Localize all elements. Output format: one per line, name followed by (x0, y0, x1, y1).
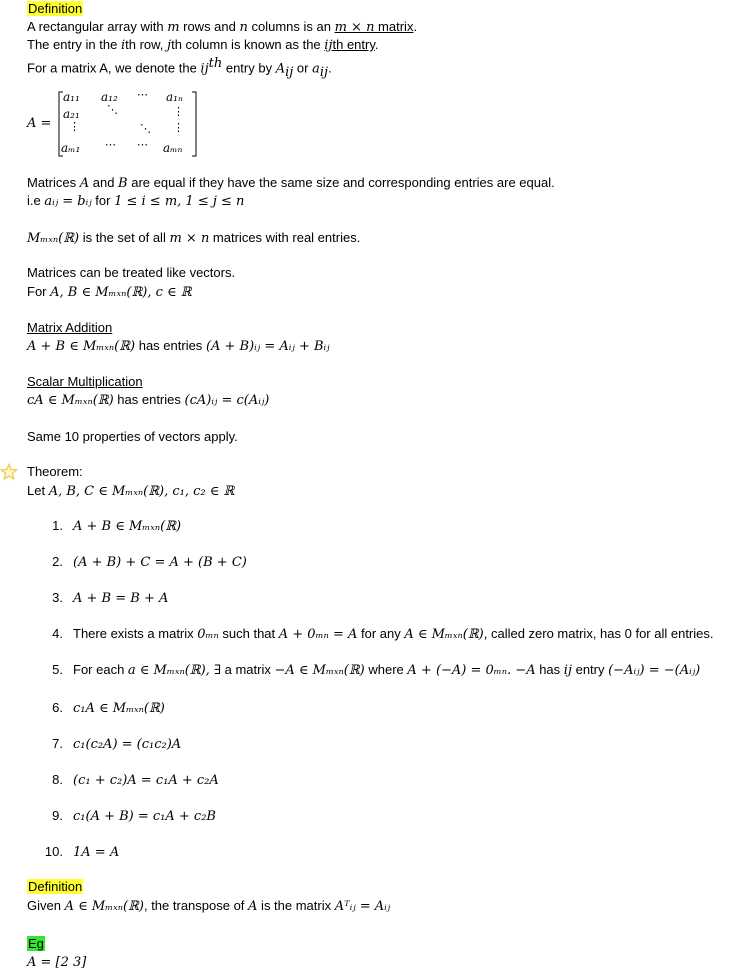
equality-line-1: Matrices A and B are equal if they have the same size and corresponding entries are equal. (27, 175, 555, 191)
theorem-let: Let A, B, C ∈ Mₘₓₙ(ℝ), c₁, c₂ ∈ ℝ (27, 483, 235, 499)
scalar-heading: Scalar Multiplication (27, 374, 143, 389)
entry-a1n: a₁ₙ (166, 90, 183, 104)
right-bracket (191, 91, 197, 157)
definition2-heading: Definition (28, 879, 83, 894)
scalar-line: cA ∈ Mₘₓₙ(ℝ) has entries (cA)ᵢⱼ = c(Aᵢⱼ) (27, 392, 270, 408)
theorem-item-5: 5. For each a ∈ Mₘₓₙ(ℝ), ∃ a matrix −A ∈ Mₘₓₙ(ℝ) where A + (−A) = 0ₘₙ. −A has ij entry (−Aᵢⱼ) = −(Aᵢⱼ) (52, 662, 701, 678)
definition-line-3: For a matrix A, we denote the $ij^{th}$ entry by $A_{ij}$ or $a_{ij}$. (27, 56, 332, 80)
properties-note: Same 10 properties of vectors apply. (27, 429, 238, 444)
example-partial: A = [2 3] (27, 955, 87, 970)
hdots-top: ⋯ (137, 88, 148, 101)
matrix-display (27, 88, 227, 160)
matrix-lhs: A = (27, 116, 52, 131)
theorem-item-3: 3. A + B = B + A (52, 590, 169, 606)
entry-a12: a₁₂ (101, 90, 118, 104)
entry-a21: a₂₁ (63, 107, 80, 121)
hdots-bottom-2: ⋯ (137, 138, 148, 151)
vdots-right: ⋮ (173, 105, 184, 118)
addition-line: A + B ∈ Mₘₓₙ(ℝ) has entries (A + B)ᵢⱼ = Aᵢⱼ + Bᵢⱼ (27, 338, 330, 354)
definition-line-2: The entry in the ith row, jth column is known as the ijth entry. (27, 37, 379, 53)
entry-a11: a₁₁ (63, 90, 80, 104)
theorem-item-8: 8. (c₁ + c₂)A = c₁A + c₂A (52, 772, 219, 788)
vectors-line-2: For A, B ∈ Mₘₓₙ(ℝ), c ∈ ℝ (27, 284, 192, 300)
vdots-right-2: ⋮ (173, 121, 184, 134)
hdots-bottom-1: ⋯ (105, 138, 116, 151)
star-icon (0, 463, 18, 481)
theorem-item-10: 10. 1A = A (44, 844, 120, 860)
theorem-item-6: 6. c₁A ∈ Mₘₓₙ(ℝ) (52, 700, 165, 716)
theorem-item-4: 4. There exists a matrix 0ₘₙ such that A + 0ₘₙ = A for any A ∈ Mₘₓₙ(ℝ), called zero matrix, has 0 for all entries. (52, 626, 714, 642)
entry-am1: aₘ₁ (61, 141, 81, 155)
addition-heading: Matrix Addition (27, 320, 113, 335)
theorem-item-1: 1. A + B ∈ Mₘₓₙ(ℝ) (52, 518, 182, 534)
example-heading: Eg (28, 936, 44, 951)
set-definition: Mₘₓₙ(ℝ) is the set of all m × n matrices with real entries. (27, 230, 361, 246)
theorem-item-2: 2. (A + B) + C = A + (B + C) (52, 554, 247, 570)
definition-heading: Definition (28, 1, 83, 16)
theorem-item-7: 7. c₁(c₂A) = (c₁c₂)A (52, 736, 182, 752)
theorem-heading: Theorem: (27, 464, 83, 479)
entry-amn: aₘₙ (163, 141, 183, 155)
vectors-line-1: Matrices can be treated like vectors. (27, 265, 236, 280)
equality-line-2: i.e aᵢⱼ = bᵢⱼ for 1 ≤ i ≤ m, 1 ≤ j ≤ n (27, 193, 245, 209)
vdots-left: ⋮ (69, 120, 80, 133)
transpose-line: Given A ∈ Mₘₓₙ(ℝ), the transpose of A is the matrix Aᵀᵢⱼ = Aᵢⱼ (27, 898, 391, 914)
ddots-2: ⋱ (140, 122, 151, 135)
definition-line-1: A rectangular array with m rows and n columns is an m × n matrix. (27, 19, 418, 35)
theorem-item-9: 9. c₁(A + B) = c₁A + c₂B (52, 808, 216, 824)
ddots-1: ⋱ (107, 103, 118, 116)
